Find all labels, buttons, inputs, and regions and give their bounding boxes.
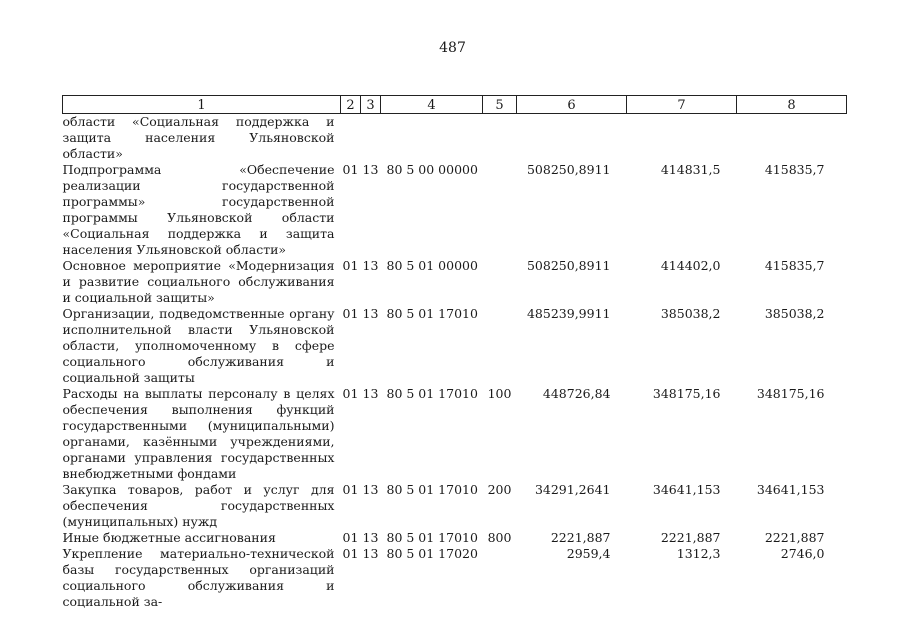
row-target-article: 80 5 01 00000 [386, 258, 478, 273]
row-subsection: 13 [362, 546, 379, 561]
row-expense-type [483, 546, 517, 610]
row-amount-7: 414402,0 [660, 258, 721, 273]
row-amount-8: 2221,887 [764, 530, 825, 545]
page-number: 487 [439, 40, 466, 56]
row-name: Укрепление материально-технической базы государственных организаций социального обслуживания и социальной за- [62, 546, 335, 609]
row-expense-type [483, 114, 517, 163]
row-target-article: 80 5 01 17010 [386, 530, 478, 545]
row-amount-6: 485239,9911 [526, 306, 611, 321]
row-target-article: 80 5 01 17010 [386, 482, 478, 497]
row-amount-7: 34641,153 [652, 482, 721, 497]
row-amount-6: 508250,8911 [526, 258, 611, 273]
row-amount-6: 2959,4 [566, 546, 611, 561]
row-section: 01 [342, 530, 359, 545]
row-subsection: 13 [362, 162, 379, 177]
row-expense-type: 800 [487, 530, 512, 545]
row-name: Основное мероприятие «Модернизация и развитие социального обслуживания и социальной защиты» [62, 258, 335, 305]
row-target-article: 80 5 00 00000 [386, 162, 478, 177]
row-expense-type: 100 [487, 386, 512, 401]
table-row [63, 546, 847, 610]
row-name: Расходы на выплаты персоналу в целях обеспечения выполнения функций государственными (муниципальными) органами, казёнными учреждениями, органами управления государственных внебюджетными фондами [62, 386, 335, 481]
budget-table [62, 95, 847, 610]
row-name: области «Социальная поддержка и защита населения Ульяновской области» [62, 114, 335, 161]
row-expense-type [483, 306, 517, 386]
row-subsection [361, 114, 381, 163]
row-target-article: 80 5 01 17010 [386, 386, 478, 401]
row-amount-8: 348175,16 [756, 386, 825, 401]
row-section [341, 114, 361, 163]
row-amount-6: 34291,2641 [534, 482, 611, 497]
row-target-article: 80 5 01 17010 [386, 306, 478, 321]
table-row [63, 482, 847, 530]
row-expense-type [483, 258, 517, 306]
row-amount-7: 2221,887 [660, 530, 721, 545]
row-name: Иные бюджетные ассигнования [62, 530, 276, 545]
table-row [63, 162, 847, 258]
row-amount-6 [517, 114, 627, 163]
row-section: 01 [342, 482, 359, 497]
row-amount-7: 1312,3 [676, 546, 721, 561]
row-subsection: 13 [362, 386, 379, 401]
row-name: Подпрограмма «Обеспечение реализации государственной программы» государственной программы Ульяновской области «Социальная поддержка и защита населения Ульяновской области» [62, 162, 335, 257]
column-header-1: 1 [63, 96, 341, 114]
row-amount-8 [737, 114, 847, 163]
row-amount-7: 348175,16 [652, 386, 721, 401]
row-amount-8: 415835,7 [764, 162, 825, 177]
row-amount-6: 448726,84 [542, 386, 611, 401]
row-section: 01 [342, 258, 359, 273]
row-expense-type [483, 162, 517, 258]
row-subsection: 13 [362, 482, 379, 497]
row-section: 01 [342, 546, 359, 561]
column-header-6: 6 [517, 96, 627, 114]
row-target-article: 80 5 01 17020 [386, 546, 478, 561]
column-header-8: 8 [737, 96, 847, 114]
row-amount-8: 2746,0 [780, 546, 825, 561]
row-amount-6: 508250,8911 [526, 162, 611, 177]
row-amount-6: 2221,887 [550, 530, 611, 545]
row-amount-8: 415835,7 [764, 258, 825, 273]
row-amount-7: 385038,2 [660, 306, 721, 321]
row-amount-8: 385038,2 [764, 306, 825, 321]
column-header-4: 4 [381, 96, 483, 114]
row-subsection: 13 [362, 258, 379, 273]
row-amount-7: 414831,5 [660, 162, 721, 177]
column-header-5: 5 [483, 96, 517, 114]
row-section: 01 [342, 386, 359, 401]
row-name: Организации, подведомственные органу исполнительной власти Ульяновской области, уполномоченному в сфере социального обслуживания и социальной защиты [62, 306, 335, 385]
column-header-2: 2 [341, 96, 361, 114]
row-amount-8: 34641,153 [756, 482, 825, 497]
row-target-article [381, 114, 483, 163]
table-row [63, 306, 847, 386]
column-header-7: 7 [627, 96, 737, 114]
column-header-3: 3 [361, 96, 381, 114]
row-subsection: 13 [362, 530, 379, 545]
row-expense-type: 200 [487, 482, 512, 497]
table-row [63, 258, 847, 306]
row-name: Закупка товаров, работ и услуг для обеспечения государственных (муниципальных) нужд [62, 482, 335, 529]
row-subsection: 13 [362, 306, 379, 321]
table-row [63, 386, 847, 482]
row-section: 01 [342, 162, 359, 177]
table-row [63, 114, 847, 163]
row-amount-7 [627, 114, 737, 163]
table-header-row [63, 96, 847, 114]
row-section: 01 [342, 306, 359, 321]
table-row [63, 530, 847, 546]
